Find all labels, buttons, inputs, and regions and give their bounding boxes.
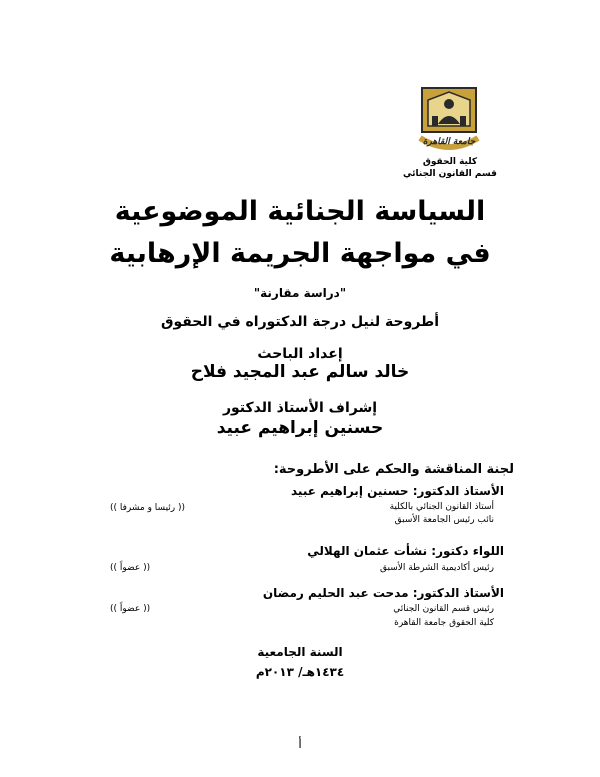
academic-year: ١٤٣٤هـ/ ٢٠١٣م [255, 665, 345, 679]
member-1-role: (( رئيسا و مشرفا )) [110, 503, 186, 513]
committee-heading: لجنة المناقشة والحكم على الأطروحة: [273, 462, 514, 477]
department-name: قسم القانون الجنائي [403, 169, 497, 179]
study-type: "دراسة مقارنة" [253, 286, 347, 300]
title-line-1: السياسة الجنائية الموضوعية [114, 196, 486, 227]
member-3-line-1: رئيس قسم القانون الجنائي [393, 604, 494, 614]
page-number: أ [298, 737, 302, 751]
faculty-block [400, 156, 500, 180]
prepared-by-label: إعداد الباحث [257, 346, 343, 362]
university-logo [418, 86, 480, 154]
member-1-line-2: نائب رئيس الجامعة الأسبق [394, 515, 494, 525]
academic-year-label: السنة الجامعية [257, 645, 343, 659]
member-3-role: (( عضواً )) [110, 604, 151, 614]
member-2-name: اللواء دكتور: نشأت عثمان الهلالي [307, 544, 504, 558]
supervision-label: إشراف الأستاذ الدكتور [222, 400, 378, 416]
supervisor-name: حسنين إبراهيم عبيد [216, 418, 384, 438]
member-3-line-2: كلية الحقوق جامعة القاهرة [394, 618, 494, 628]
member-1-line-1: أستاذ القانون الجنائي بالكلية [389, 502, 494, 512]
researcher-name: خالد سالم عبد المجيد فلاح [190, 362, 410, 382]
member-1-name: الأستاذ الدكتور: حسنين إبراهيم عبيد [291, 484, 504, 498]
faculty-name: كلية الحقوق [422, 157, 478, 167]
title-line-2: في مواجهة الجريمة الإرهابية [109, 238, 491, 269]
member-3-name: الأستاذ الدكتور: مدحت عبد الحليم رمضان [262, 586, 504, 600]
member-2-line-1: رئيس أكاديمية الشرطة الأسبق [379, 563, 494, 573]
member-2-role: (( عضواً )) [110, 563, 151, 573]
thesis-statement: أطروحة لنيل درجة الدكتوراه في الحقوق [160, 314, 440, 330]
logo-lettering: جامعة القاهرة [422, 137, 476, 147]
